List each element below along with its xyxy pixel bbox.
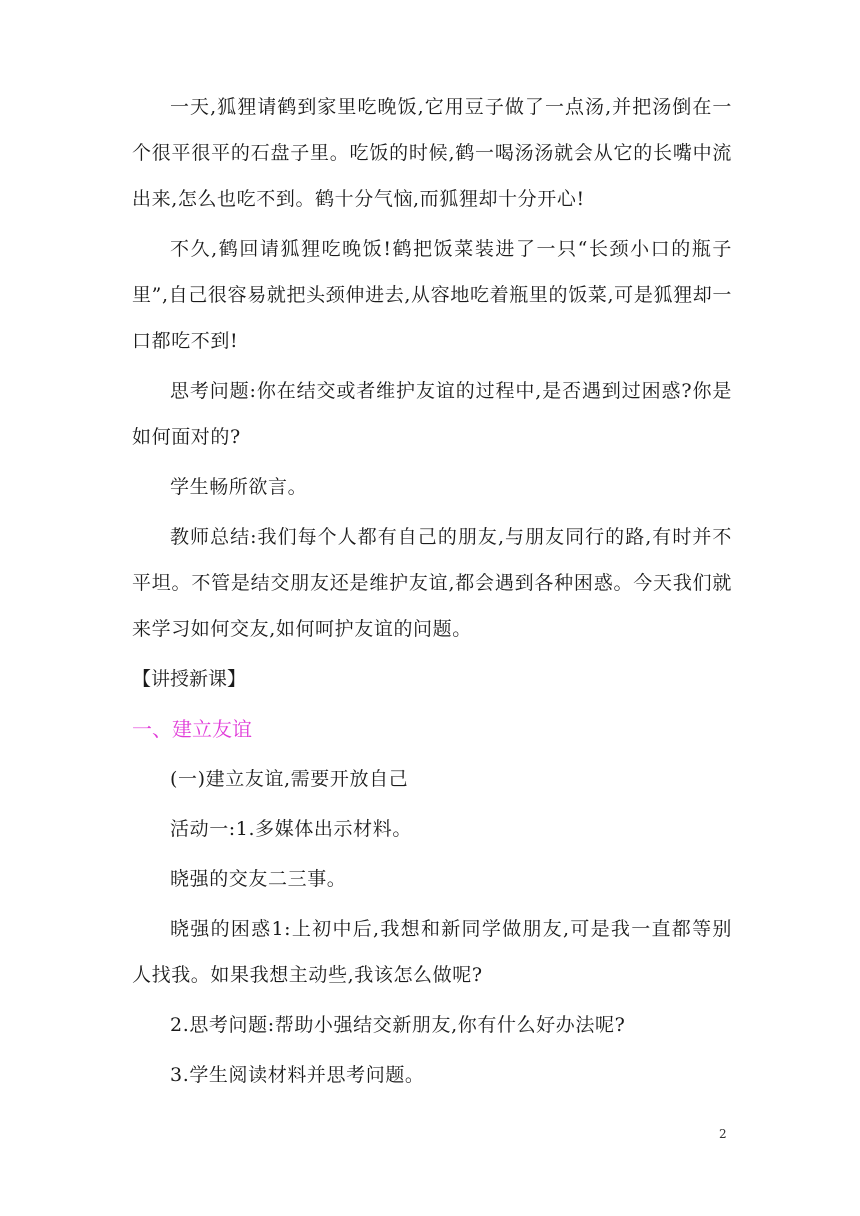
paragraph-subheading-open-yourself: (一)建立友谊,需要开放自己 bbox=[170, 768, 409, 790]
paragraph-fox-invites-crane: 一天,狐狸请鹤到家里吃晚饭,它用豆子做了一点汤,并把汤倒在一个很平很平的石盘子里。吃饭的时候,鹤一喝汤汤就会从它的长嘴中流出来,怎么也吃不到。鹤十分气恼,而狐狸却十分开心! bbox=[132, 96, 732, 210]
paragraph-activity-one: 活动一:1.多媒体出示材料。 bbox=[170, 818, 412, 840]
page-number: 2 bbox=[719, 1127, 727, 1141]
paragraph-crane-invites-fox: 不久,鹤回请狐狸吃晚饭!鹤把饭菜装进了一只“长颈小口的瓶子里”,自己很容易就把头颈伸进去,从容地吃着瓶里的饭菜,可是狐狸却一口都吃不到! bbox=[132, 238, 732, 352]
paragraph-teacher-summary: 教师总结:我们每个人都有自己的朋友,与朋友同行的路,有时并不平坦。不管是结交朋友还是维护友谊,都会遇到各种困惑。今天我们就来学习如何交友,如何呵护友谊的问题。 bbox=[132, 526, 732, 640]
document-body bbox=[132, 84, 732, 1102]
paragraph-xiaoqiang-confusion: 晓强的困惑1:上初中后,我想和新同学做朋友,可是我一直都等别人找我。如果我想主动些,我该怎么做呢? bbox=[132, 918, 732, 986]
paragraph-students-speak: 学生畅所欲言。 bbox=[170, 476, 308, 498]
heading-new-lesson: 【讲授新课】 bbox=[132, 668, 247, 690]
paragraph-step-three: 3.学生阅读材料并思考问题。 bbox=[170, 1064, 425, 1086]
paragraph-thinking-question: 思考问题:你在结交或者维护友谊的过程中,是否遇到过困惑?你是如何面对的? bbox=[132, 380, 732, 448]
paragraph-xiaoqiang-stories: 晓强的交友二三事。 bbox=[170, 868, 347, 890]
paragraph-question-two: 2.思考问题:帮助小强结交新朋友,你有什么好办法呢? bbox=[170, 1014, 626, 1036]
heading-build-friendship: 一、建立友谊 bbox=[132, 717, 252, 741]
